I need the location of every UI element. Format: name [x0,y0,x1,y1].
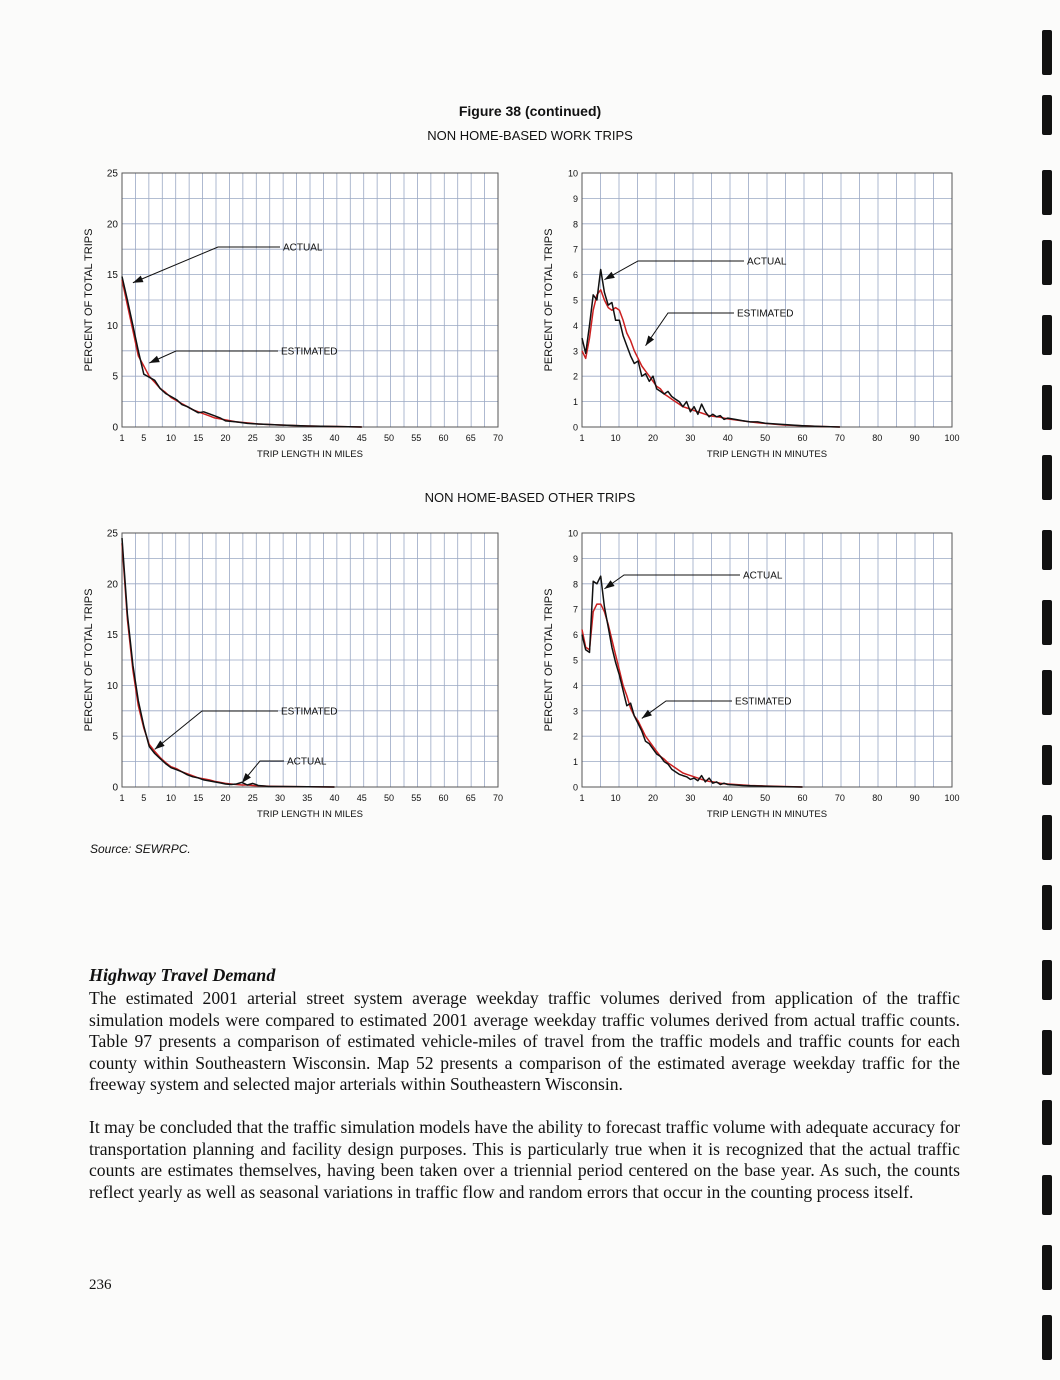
figure-title: Figure 38 (continued) [458,103,602,119]
x-tick-label: 50 [384,433,395,443]
x-tick-label: 50 [760,793,771,803]
x-tick-label: 30 [685,433,696,443]
x-tick-label: 90 [909,793,920,803]
x-tick-label: 20 [648,433,659,443]
x-tick-label: 55 [411,433,422,443]
annotation-label-estimated: ESTIMATED [281,346,338,358]
y-tick-label: 20 [106,579,118,591]
y-tick-label: 1 [572,397,578,408]
annotation-label-actual: ACTUAL [287,756,327,768]
y-tick-label: 0 [572,422,578,433]
x-tick-label: 70 [834,433,845,443]
y-tick-label: 5 [112,731,118,743]
y-tick-label: 25 [106,528,118,540]
section-title-work: NON HOME-BASED WORK TRIPS [427,128,633,143]
y-tick-label: 0 [112,782,118,794]
x-tick-label: 5 [141,433,147,443]
chart-other-minutes [520,525,980,825]
figure-source: Source: SEWRPC. [90,842,191,856]
y-tick-label: 8 [572,219,578,230]
x-tick-label: 60 [797,433,808,443]
x-tick-label: 70 [492,433,504,443]
y-tick-label: 9 [572,553,578,564]
y-tick-label: 10 [106,680,118,692]
x-tick-label: 35 [302,433,313,443]
y-tick-label: 2 [572,731,578,742]
annotation-label-actual: ACTUAL [283,242,323,254]
y-tick-label: 5 [572,295,578,306]
x-tick-label: 10 [166,433,177,443]
page-number: 236 [89,1277,112,1293]
x-tick-label: 55 [411,793,422,803]
x-tick-label: 5 [141,793,147,803]
annotation-label-actual: ACTUAL [747,256,787,268]
x-tick-label: 60 [438,433,449,443]
y-tick-label: 7 [572,604,578,615]
y-axis-title: PERCENT OF TOTAL TRIPS [83,228,95,372]
body-paragraph-2: It may be concluded that the traffic simulation models have the ability to forecast traffic volume with adequate accuracy for transportation planning and facility design purposes. This is particularly true when it is recognized that the actual traffic counts are estimates themselves, having been taken over a triennial period centered on the base year. As such, the counts reflect yearly as well as seasonal variations in traffic flow and random errors that occur in the counting process itself. [89,1117,960,1202]
x-tick-label: 20 [220,433,231,443]
annotation-label-estimated: ESTIMATED [737,308,794,320]
x-tick-label: 25 [247,793,258,803]
x-tick-label: 65 [465,793,476,803]
y-tick-label: 2 [572,371,578,382]
y-tick-label: 0 [112,422,118,434]
y-tick-label: 10 [106,320,118,332]
x-tick-label: 30 [275,793,286,803]
x-tick-label: 40 [722,433,733,443]
body-paragraph-1: The estimated 2001 arterial street system average weekday traffic volumes derived from application of the traffic simulation models were compared to estimated 2001 average weekday traffic volumes derived from actual traffic counts. Table 97 presents a comparison of estimated vehicle-miles of travel from the traffic models and traffic counts for each county within Southeastern Wisconsin. Map 52 presents a comparison of the estimated average weekday traffic for the freeway system and selected major arterials within Southeastern Wisconsin. [89,988,960,1094]
y-tick-label: 6 [572,270,578,281]
y-tick-label: 1 [572,757,578,768]
y-tick-label: 6 [572,630,578,641]
annotation-label-estimated: ESTIMATED [281,706,338,718]
y-tick-label: 15 [106,630,118,642]
x-tick-label: 45 [356,793,367,803]
x-tick-label: 40 [722,793,733,803]
x-tick-label: 50 [760,433,771,443]
y-tick-label: 5 [112,371,118,383]
x-tick-label: 15 [193,793,204,803]
chart-other-miles [70,525,520,825]
x-tick-label: 15 [193,433,204,443]
y-tick-label: 3 [572,346,578,357]
section-title-other: NON HOME-BASED OTHER TRIPS [424,490,636,505]
x-tick-label: 1 [579,793,585,803]
x-tick-label: 100 [944,433,960,443]
y-tick-label: 0 [572,782,578,793]
y-tick-label: 5 [572,655,578,666]
x-tick-label: 60 [797,793,808,803]
y-tick-label: 9 [572,193,578,204]
x-tick-label: 65 [465,433,476,443]
x-tick-label: 30 [685,793,696,803]
annotation-label-actual: ACTUAL [743,570,783,582]
y-tick-label: 8 [572,579,578,590]
x-tick-label: 10 [610,433,621,443]
x-tick-label: 70 [492,793,504,803]
y-axis-title: PERCENT OF TOTAL TRIPS [543,588,555,732]
x-axis-title: TRIP LENGTH IN MINUTES [706,809,828,820]
x-tick-label: 80 [872,793,883,803]
y-axis-title: PERCENT OF TOTAL TRIPS [83,588,95,732]
annotation-label-estimated: ESTIMATED [735,696,792,708]
x-tick-label: 50 [384,793,395,803]
x-axis-title: TRIP LENGTH IN MILES [257,449,363,460]
x-tick-label: 1 [579,433,585,443]
y-tick-label: 3 [572,706,578,717]
x-axis-title: TRIP LENGTH IN MILES [257,809,363,820]
x-tick-label: 1 [119,793,125,803]
section-heading: Highway Travel Demand [89,965,276,985]
x-tick-label: 60 [438,793,449,803]
y-tick-label: 25 [106,168,118,180]
x-tick-label: 10 [610,793,621,803]
y-tick-label: 10 [567,168,578,179]
y-tick-label: 4 [572,320,578,331]
chart-work-miles [70,165,520,465]
x-tick-label: 25 [247,433,258,443]
x-axis-title: TRIP LENGTH IN MINUTES [706,449,828,460]
y-tick-label: 10 [567,528,578,539]
x-tick-label: 35 [302,793,313,803]
x-tick-label: 80 [872,433,883,443]
x-tick-label: 30 [275,433,286,443]
x-tick-label: 45 [356,433,367,443]
x-tick-label: 100 [944,793,960,803]
x-tick-label: 10 [166,793,177,803]
y-tick-label: 4 [572,680,578,691]
x-tick-label: 40 [329,433,340,443]
x-tick-label: 20 [220,793,231,803]
x-tick-label: 40 [329,793,340,803]
y-tick-label: 15 [106,270,118,282]
y-tick-label: 7 [572,244,578,255]
x-tick-label: 1 [119,433,125,443]
x-tick-label: 20 [648,793,659,803]
x-tick-label: 90 [909,433,920,443]
chart-work-minutes [520,165,980,465]
y-axis-title: PERCENT OF TOTAL TRIPS [543,228,555,372]
x-tick-label: 70 [834,793,845,803]
y-tick-label: 20 [106,219,118,231]
